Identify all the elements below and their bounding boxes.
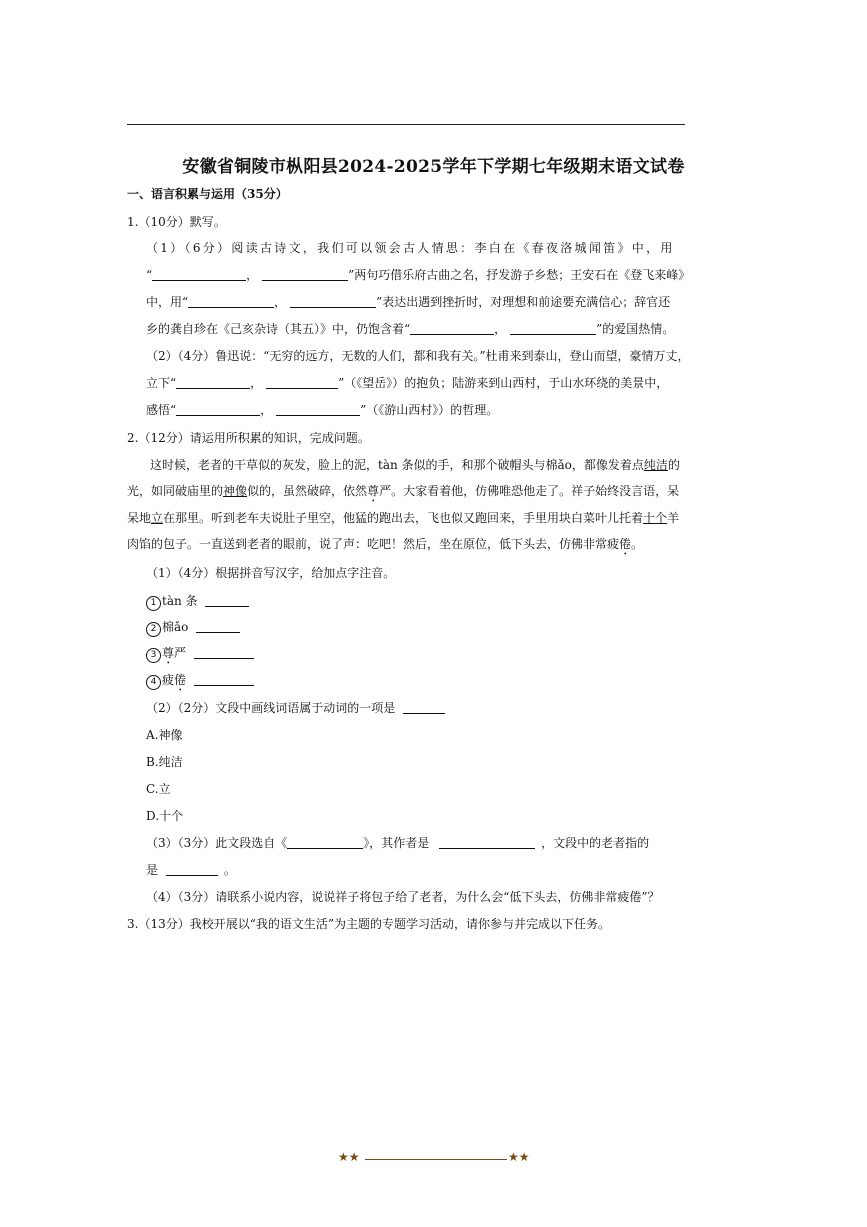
q2-2-text: （2）（2分）文段中画线词语属于动词的一项是 (146, 701, 396, 715)
answer-blank[interactable] (194, 673, 254, 686)
q1-1-line4 (146, 321, 674, 337)
q1-text: ， (494, 322, 507, 336)
q1-1-line2 (146, 267, 690, 283)
item-text: 疲 (162, 673, 175, 687)
answer-blank[interactable] (166, 863, 218, 876)
dotted-char: 倦 (619, 537, 632, 551)
underlined-word: 纯洁 (643, 458, 668, 472)
item-number: 4 (146, 675, 161, 690)
answer-blank[interactable] (176, 403, 260, 416)
answer-blank[interactable] (439, 836, 535, 849)
q1-1-line3 (146, 294, 670, 310)
passage-text: 在那里。听到老车夫说肚子里空，他猛的跑出去，飞也似又跑回来，手里用块白菜叶儿托着 (163, 511, 644, 525)
passage-line-3 (127, 510, 679, 526)
dotted-char: 尊 (162, 646, 175, 660)
item-text: 棉ǎo (162, 620, 189, 634)
answer-blank[interactable] (176, 376, 250, 389)
q1-text: ”表达出遇到挫折时，对理想和前途要充满信心；辞官还 (376, 295, 671, 309)
q1-1-text: （1）（6分）阅读古诗文，我们可以领会古人情思：李白在《春夜洛城闻笛》中，用 (146, 241, 675, 255)
star-icon: ★★ (508, 1150, 530, 1164)
pinyin-item-1 (146, 593, 249, 611)
q2-1-prompt: （1）（4分）根据拼音写汉字，给加点字注音。 (146, 566, 396, 580)
q1-text: “ (146, 268, 153, 282)
answer-blank[interactable] (266, 376, 338, 389)
answer-blank[interactable] (276, 403, 360, 416)
item-number: 3 (146, 648, 161, 663)
answer-blank[interactable] (403, 701, 445, 714)
q2-3-text: 是 (146, 863, 159, 877)
q1-heading: 1.（10分）默写。 (127, 215, 226, 229)
passage-text: 似的，虽然破碎，依然 (247, 484, 368, 498)
q1-text: ”两句巧借乐府古曲之名，抒发游子乡愁；王安石在《登飞来峰》 (348, 268, 691, 282)
q2-3-text: 。 (223, 863, 236, 877)
page-title: 安徽省铜陵市枞阳县2024-2025学年下学期七年级期末语文试卷 (182, 157, 685, 177)
dotted-char: 尊 (367, 484, 380, 498)
option-d[interactable]: D.十个 (146, 809, 184, 823)
answer-blank[interactable] (205, 594, 249, 607)
q1-text: ， (274, 295, 287, 309)
header-rule (127, 124, 685, 125)
passage-line-2 (127, 483, 679, 505)
passage-text: 光，如同破庙里的 (127, 484, 224, 498)
answer-blank[interactable] (188, 295, 274, 308)
passage-text: 严。大家看着他，仿佛唯恐他走了。祥子始终没言语，呆 (379, 484, 680, 498)
q1-text: ”的爱国热情。 (596, 322, 675, 336)
q1-2-line2 (146, 375, 668, 391)
item-text: tàn 条 (162, 594, 198, 608)
passage-text: 的 (667, 458, 680, 472)
q2-heading: 2.（12分）请运用所积累的知识，完成问题。 (127, 431, 370, 445)
q1-text: ”（《望岳》）的抱负；陆游来到山西村，于山水环绕的美景中， (338, 376, 669, 390)
q1-text: 乡的龚自珍在《己亥杂诗（其五）》中，仍饱含着“ (146, 322, 411, 336)
q1-2-line3 (146, 402, 498, 418)
section-heading: 一、语言积累与运用（35分） (127, 187, 288, 201)
q1-text: ， (260, 403, 273, 417)
underlined-word: 立 (151, 511, 164, 525)
q2-4-prompt: （4）（3分）请联系小说内容，说说祥子将包子给了老者，为什么会“低下头去，仿佛非常疲倦”？ (146, 890, 660, 904)
answer-blank[interactable] (410, 322, 494, 335)
q3-heading: 3.（13分）我校开展以“我的语文生活”为主题的专题学习活动，请你参与并完成以下任务。 (127, 917, 610, 931)
pinyin-item-3 (146, 645, 254, 667)
item-number: 2 (146, 622, 161, 637)
option-c[interactable]: C.立 (146, 782, 171, 796)
pinyin-item-2 (146, 619, 240, 637)
passage-text: 肉馅的包子。一直送到老者的眼前，说了声：吃吧！然后，坐在原位，低下头去，仿佛非常疲 (127, 537, 620, 551)
page-footer-ornament (338, 1151, 534, 1167)
underlined-word: 十个 (643, 511, 668, 525)
star-icon: ★★ (338, 1150, 360, 1164)
answer-blank[interactable] (152, 268, 246, 281)
answer-blank[interactable] (262, 268, 348, 281)
answer-blank[interactable] (290, 295, 376, 308)
q2-3-text: 》，其作者是 (363, 836, 430, 850)
q2-3-prompt (146, 835, 649, 851)
item-text: 严 (174, 646, 187, 660)
q2-3-text: ，文段中的老者指的 (541, 836, 650, 850)
passage-text: 羊 (667, 511, 680, 525)
option-b[interactable]: B.纯洁 (146, 755, 183, 769)
answer-blank[interactable] (287, 836, 363, 849)
q1-text: ， (246, 268, 259, 282)
q1-text: ， (250, 376, 263, 390)
item-number: 1 (146, 596, 161, 611)
answer-blank[interactable] (196, 620, 240, 633)
option-a[interactable]: A.神像 (146, 728, 183, 742)
q1-text: 中，用“ (146, 295, 189, 309)
q2-3-line2 (146, 862, 236, 878)
answer-blank[interactable] (194, 646, 254, 659)
footer-rule (365, 1159, 507, 1160)
passage-text: 呆地 (127, 511, 152, 525)
q1-2-text: （2）（4分）鲁迅说：“无穷的远方，无数的人们，都和我有关。”杜甫来到泰山，登山而望，豪情万丈， (146, 349, 690, 363)
q2-3-text: （3）（3分）此文段选自《 (146, 836, 288, 850)
passage-line-4 (127, 536, 643, 558)
underlined-word: 神像 (223, 484, 248, 498)
q2-2-prompt (146, 700, 445, 716)
passage-text: 。 (631, 537, 644, 551)
passage-line-1 (150, 457, 680, 473)
q1-text: 立下“ (146, 376, 177, 390)
q1-text: ”（《游山西村》）的哲理。 (360, 403, 499, 417)
answer-blank[interactable] (510, 322, 596, 335)
dotted-char: 倦 (174, 673, 187, 687)
q1-text: 感悟“ (146, 403, 177, 417)
passage-text: 这时候，老者的干草似的灰发，脸上的泥，tàn 条似的手，和那个破帽头与棉ǎo，都像发着点 (150, 458, 644, 472)
pinyin-item-4 (146, 672, 254, 694)
